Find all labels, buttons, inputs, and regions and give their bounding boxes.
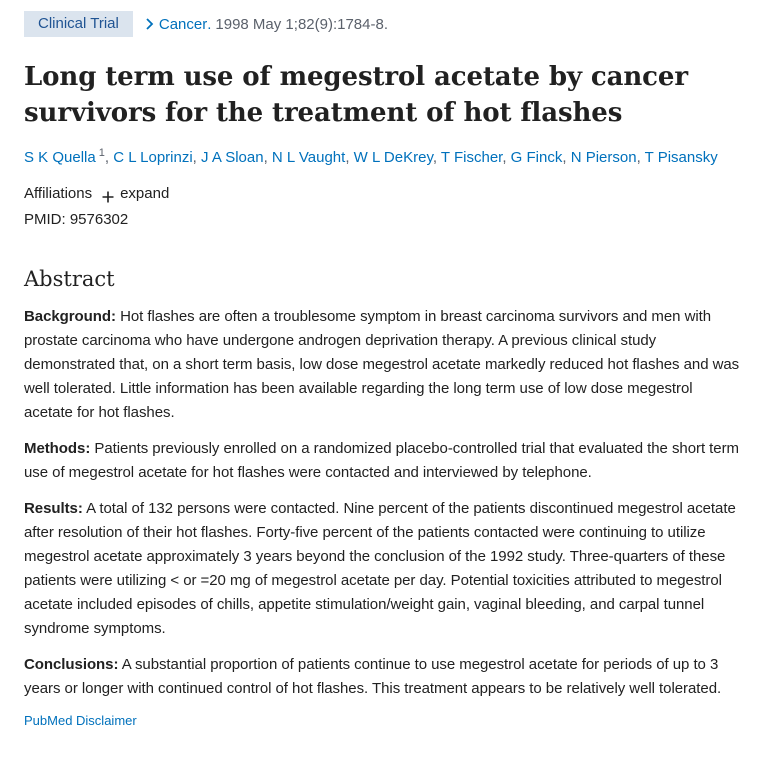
citation-details: 1998 May 1;82(9):1784-8. [215,15,389,33]
journal-period: . [207,15,212,33]
abstract-section-text: A substantial proportion of patients continue to use megestrol acetate for periods of up to 3 years or longer with continued control of hot flashes. This treatment appears to be relatively well tolerated. [24,656,722,697]
abstract-section-conclusions [24,653,741,701]
author-link[interactable]: W L DeKrey [353,149,433,166]
publication-type-badge: Clinical Trial [24,11,133,37]
pmid-label: PMID: [24,211,66,228]
author-link[interactable]: T Fischer [440,149,503,166]
plus-icon [102,188,114,200]
citation-line [24,11,741,37]
affiliations-expand-button[interactable] [102,183,169,205]
author-link[interactable]: S K Quella [24,149,96,166]
article-title-line1: Long term use of megestrol acetate by cancer [24,62,688,92]
abstract-section-methods [24,437,741,485]
abstract-section-label: Background: [24,308,116,325]
article-title [24,59,741,131]
article-title-line2: survivors for the treatment of hot flashes [24,98,623,128]
disclaimer-row [24,711,741,731]
abstract-section-results [24,497,741,641]
abstract-heading: Abstract [24,267,115,291]
journal-link[interactable]: Cancer [158,15,208,33]
chevron-right-icon [143,17,157,31]
affiliations-row [24,183,741,205]
pmid-row [24,209,741,231]
abstract-section-text: Patients previously enrolled on a randomized placebo-controlled trial that evaluated the short term use of megestrol acetate for hot flashes were contacted and interviewed by telephone. [24,440,739,481]
author-link[interactable]: N Pierson [570,149,637,166]
article-page [0,11,761,780]
abstract-section-text: Hot flashes are often a troublesome symptom in breast carcinoma survivors and men with prostate carcinoma who have undergone androgen deprivation therapy. A previous clinical study demonstrated that, on a short term basis, low dose megestrol acetate markedly reduced hot flashes and was well tolerated. Little information has been available regarding the long term use of low dose megestrol acetate for hot flashes. [24,308,740,421]
pmid-value: 9576302 [69,211,129,228]
pubmed-disclaimer-link[interactable]: PubMed Disclaimer [24,713,137,728]
expand-label: expand [120,185,170,202]
author-link[interactable]: N L Vaught [271,149,346,166]
author-list: S K Quella $^1$, C L Loprinzi, J A Sloan, N L Vaught, W L DeKrey, T Fischer, G Finck, N Pierson, T Pisansky [24,147,718,166]
abstract-section-label: Results: [24,500,83,517]
abstract-section-label: Methods: [24,440,91,457]
abstract-section-background [24,305,741,425]
affiliation-ref[interactable]: 1 [98,147,105,159]
author-link[interactable]: T Pisansky [644,149,718,166]
abstract-section-text: A total of 132 persons were contacted. Nine percent of the patients discontinued megestrol acetate after resolution of their hot flashes. Forty-five percent of the patients contacted were continuing to utilize megestrol acetate approximately 3 years beyond the conclusion of the 1992 study. Three-quarters of these patients were utilizing < or =20 mg of megestrol acetate per day. Potential toxicities attributed to megestrol acetate included episodes of chills, appetite stimulation/weight gain, vaginal bleeding, and carpal tunnel syndrome symptoms. [24,500,736,637]
affiliations-label: Affiliations [24,185,93,202]
author-link[interactable]: C L Loprinzi [113,149,193,166]
author-link[interactable]: J A Sloan [201,149,264,166]
abstract-section-label: Conclusions: [24,656,119,673]
author-link[interactable]: G Finck [510,149,563,166]
